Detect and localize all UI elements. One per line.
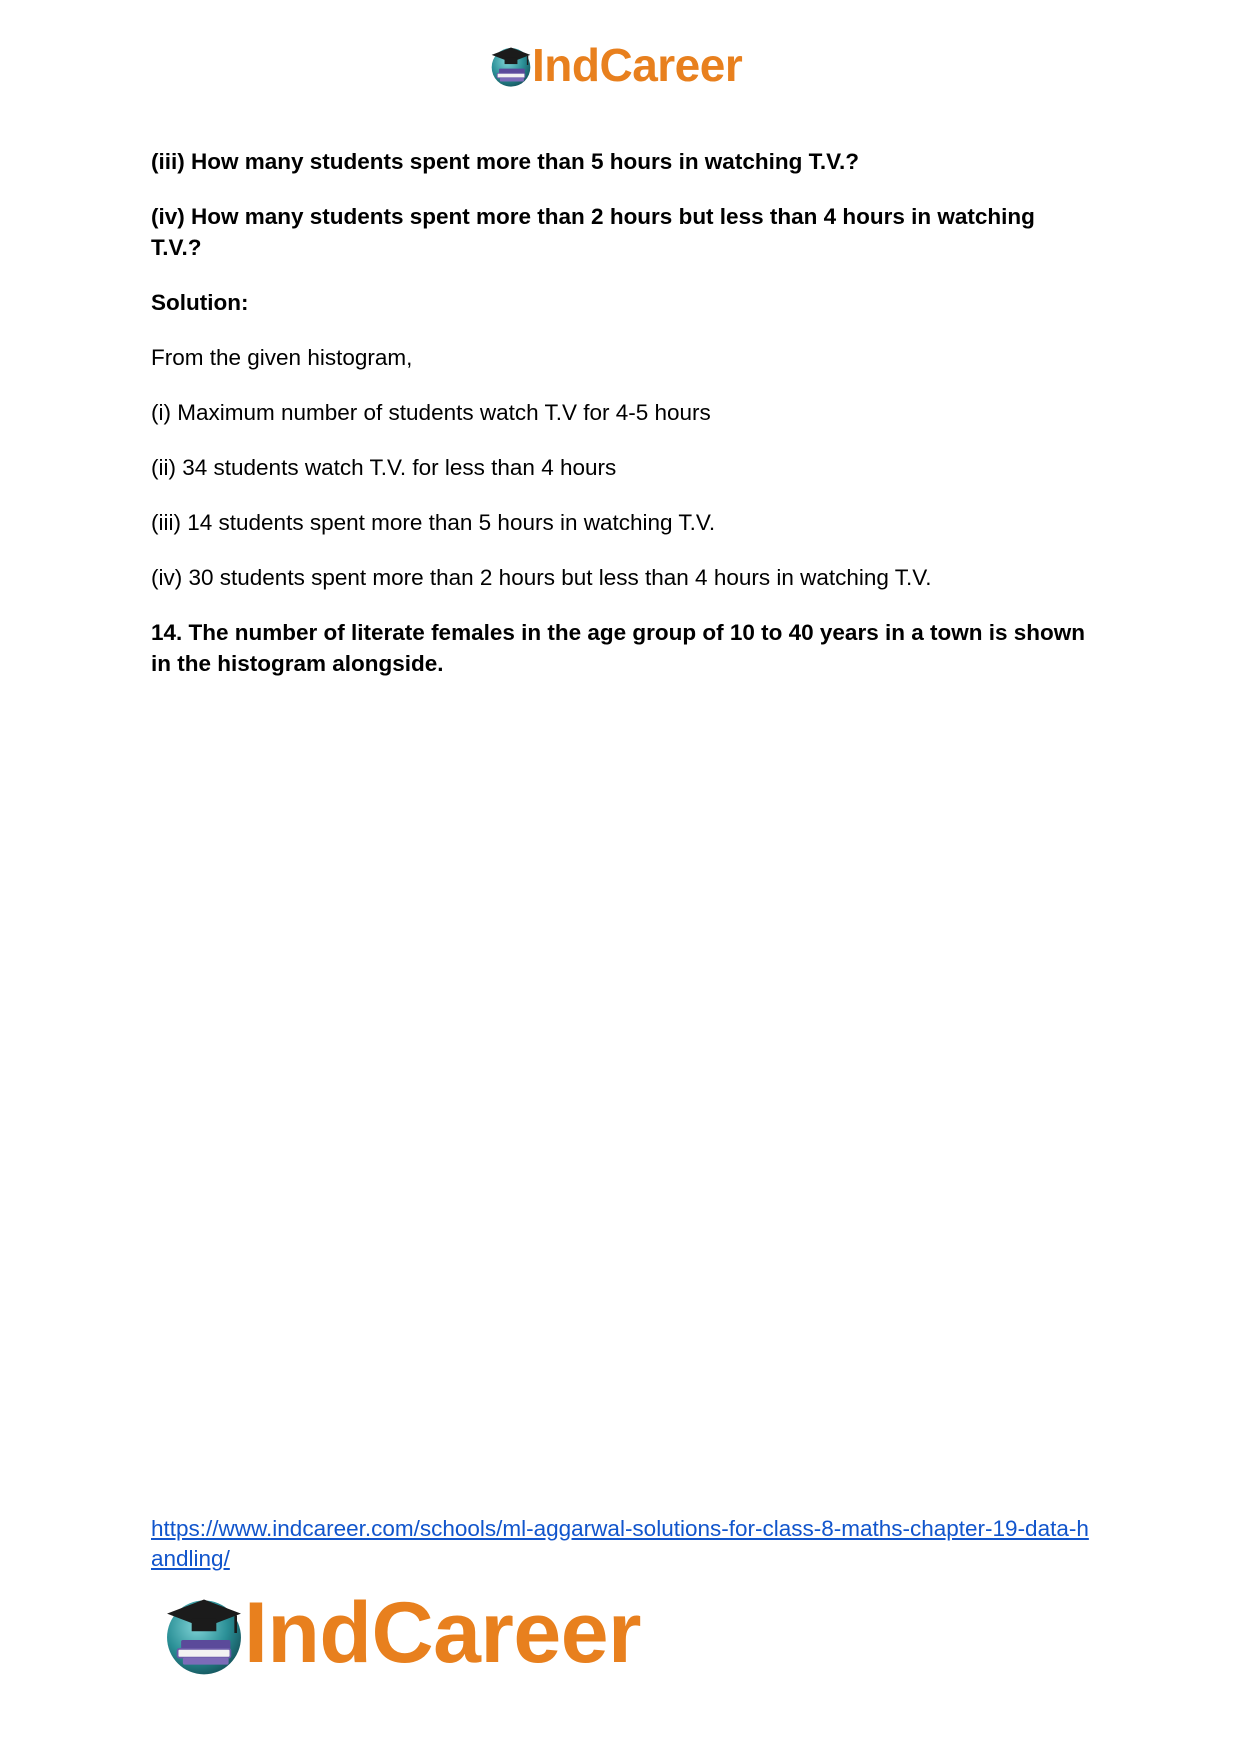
footer-logo	[160, 1585, 641, 1681]
question-14: 14. The number of literate females in the age group of 10 to 40 years in a town is shown in the histogram alongside.	[151, 620, 1085, 676]
graduation-cap-books-icon	[160, 1589, 248, 1677]
question-iii: (iii) How many students spent more than 5 hours in watching T.V.?	[151, 149, 860, 174]
header-logo	[488, 39, 743, 91]
question-iv: (iv) How many students spent more than 2 hours but less than 4 hours in watching T.V.?	[151, 204, 1035, 260]
answer-iii: (iii) 14 students spent more than 5 hours in watching T.V.	[151, 510, 716, 535]
brand-name: IndCareer	[532, 39, 743, 91]
answer-ii: (ii) 34 students watch T.V. for less than 4 hours	[151, 455, 617, 480]
document-body	[151, 146, 1091, 703]
answer-i: (i) Maximum number of students watch T.V for 4-5 hours	[151, 400, 711, 425]
solution-intro: From the given histogram,	[151, 345, 413, 370]
source-link[interactable]: https://www.indcareer.com/schools/ml-aggarwal-solutions-for-class-8-maths-chapter-19-data-handling/	[151, 1516, 1089, 1571]
answer-iv: (iv) 30 students spent more than 2 hours but less than 4 hours in watching T.V.	[151, 565, 932, 590]
brand-name: IndCareer	[244, 1585, 641, 1681]
solution-heading: Solution:	[151, 290, 249, 315]
graduation-cap-books-icon	[488, 42, 534, 88]
